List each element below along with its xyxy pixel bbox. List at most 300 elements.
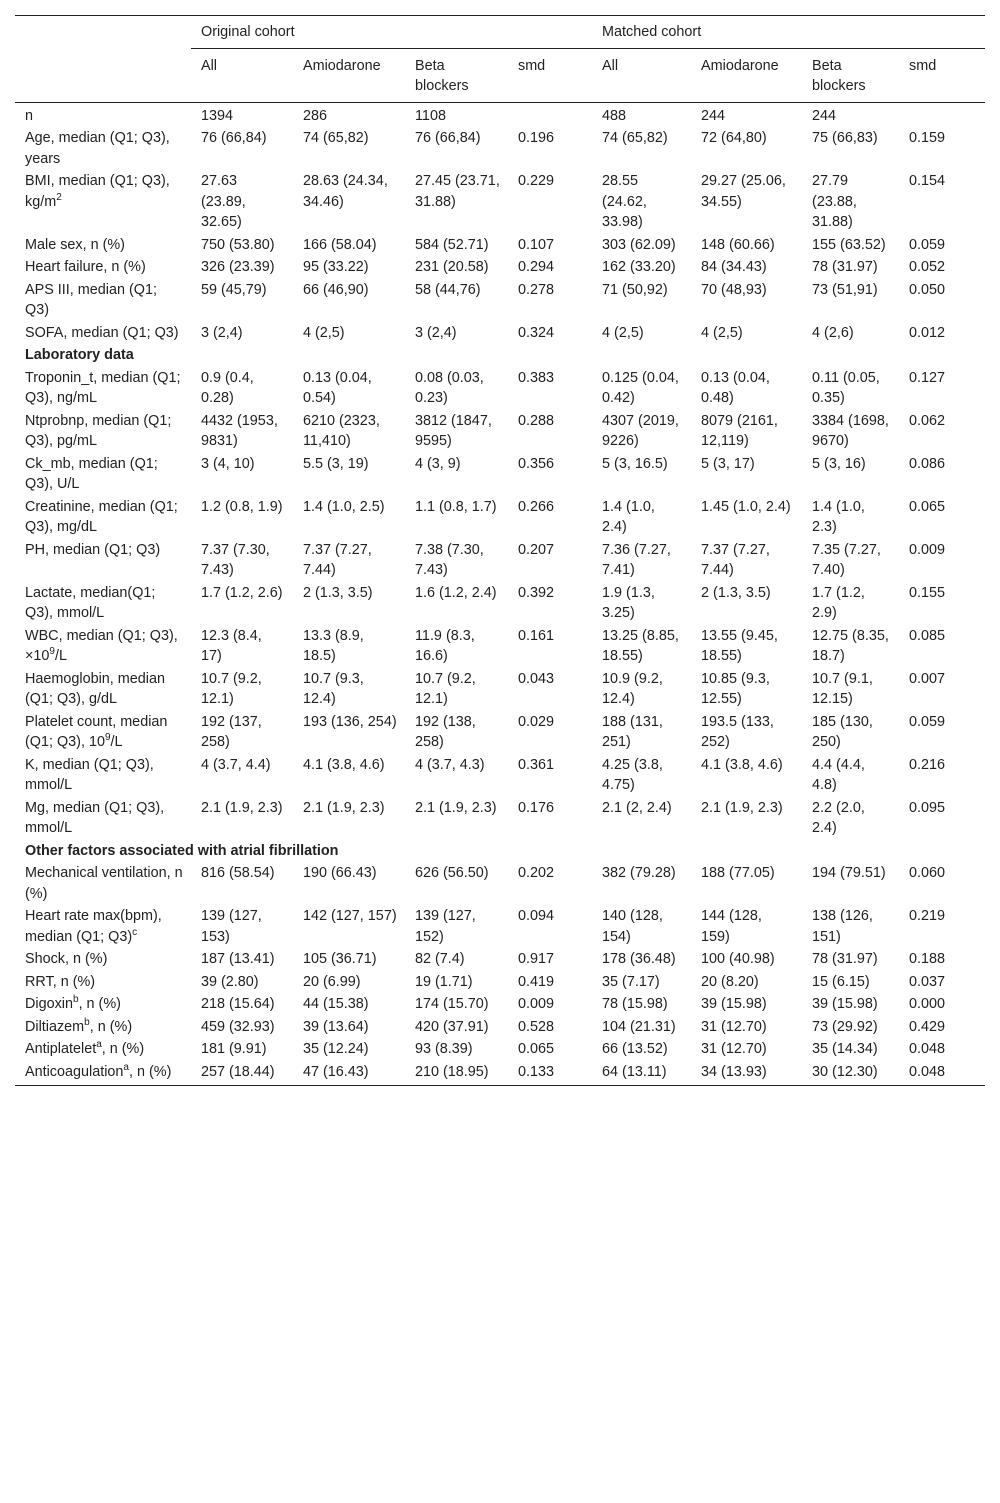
table-cell: 0.528 [518,1018,555,1035]
row-label [15,948,191,971]
table-cell: 0.176 [518,799,555,816]
table-cell: 70 (48,93) [701,281,767,298]
table-cell [899,102,985,127]
row-label-text: Creatinine, median (Q1; Q3), mg/dL [25,498,178,535]
table-cell: 95 (33.22) [303,259,369,275]
table-cell: 162 (33.20) [602,259,676,275]
table-cell: 0.383 [518,369,555,386]
table-cell: 73 (29.92) [812,1018,878,1035]
row-label [15,754,191,797]
table-cell: 5 (3, 17) [701,455,755,472]
table-cell: 140 (128, 154) [602,908,663,945]
table-cell: 1.1 (0.8, 1.7) [415,498,497,515]
table-cell: 1394 [201,107,234,124]
table-cell: 3812 (1847, 9595) [415,412,492,449]
table-cell: 59 (45,79) [201,281,267,298]
table-cell: 382 (79.28) [602,865,676,881]
table-row [15,625,985,668]
table-row [15,496,985,539]
table-cell: 4432 (1953, 9831) [201,412,278,449]
table-row [15,127,985,170]
table-cell: 28.55 (24.62, 33.98) [602,173,647,230]
table-cell: 0.419 [518,973,555,990]
table-cell: 0.361 [518,756,555,773]
table-cell: 10.9 (9.2, 12.4) [602,670,663,707]
table-cell: 231 (20.58) [415,259,489,275]
table-cell: 2 (1.3, 3.5) [701,584,771,601]
row-label-suffix: , n (%) [128,1063,172,1080]
table-row [15,797,985,840]
row-label-text: Digoxin [25,996,73,1012]
row-label [15,410,191,453]
table-cell: 139 (127, 152) [415,908,476,945]
table-cell: 178 (36.48) [602,951,676,967]
table-cell: 0.288 [518,412,555,429]
table-cell: 4 (2,6) [812,324,854,341]
table-cell: 174 (15.70) [415,996,489,1012]
header-original-all: All [191,48,293,102]
table-row [15,279,985,322]
table-container [15,15,985,1086]
table-cell: 39 (13.64) [303,1018,369,1035]
table-cell: 72 (64,80) [701,130,767,146]
table-row [15,453,985,496]
row-label-superscript: c [132,926,138,938]
table-cell: 76 (66,84) [415,130,481,146]
table-cell: 27.79 (23.88, 31.88) [812,173,857,230]
table-cell: 0.13 (0.04, 0.54) [303,369,372,406]
table-row [15,367,985,410]
table-cell: 0.13 (0.04, 0.48) [701,369,770,406]
row-label [15,279,191,322]
table-row [15,905,985,948]
row-label [15,668,191,711]
header-matched-beta-blockers: Beta blockers [802,48,899,102]
table-cell: 82 (7.4) [415,951,465,967]
table-cell: 1.9 (1.3, 3.25) [602,584,655,621]
table-cell: 0.159 [909,130,946,146]
table-cell: 29.27 (25.06, 34.55) [701,173,786,210]
table-cell: 0.229 [518,173,555,189]
table-cell: 35 (7.17) [602,973,660,990]
table-cell: 31 (12.70) [701,1041,767,1057]
table-cell: 193 (136, 254) [303,713,397,730]
table-cell: 0.196 [518,130,555,146]
table-row [15,711,985,754]
row-label [15,1016,191,1039]
table-cell: 1.45 (1.0, 2.4) [701,498,791,515]
table-cell: 1.4 (1.0, 2.4) [602,498,655,535]
row-label-text: Diltiazem [25,1018,85,1035]
table-cell: 10.85 (9.3, 12.55) [701,670,770,707]
table-cell: 0.917 [518,951,555,967]
table-row [15,754,985,797]
table-cell: 0.392 [518,584,555,601]
table-cell: 105 (36.71) [303,951,377,967]
row-label [15,993,191,1016]
table-cell: 7.37 (7.27, 7.44) [303,541,372,578]
table-cell [508,102,592,127]
table-cell: 2.2 (2.0, 2.4) [812,799,865,836]
table-cell: 0.127 [909,369,946,386]
table-row [15,668,985,711]
table-cell: 6210 (2323, 11,410) [303,412,380,449]
table-row [15,862,985,905]
row-label [15,102,191,127]
row-label-text: Mechanical ventilation, n (%) [25,865,183,902]
row-label-superscript: 2 [56,191,62,203]
row-label-suffix: , n (%) [101,1041,145,1057]
table-cell: 2.1 (2, 2.4) [602,799,672,816]
table-cell: 257 (18.44) [191,1061,293,1086]
row-label [15,797,191,840]
table-cell: 210 (18.95) [405,1061,508,1086]
table-cell: 0.107 [518,236,555,253]
table-cell: 218 (15.64) [201,996,275,1012]
table-cell: 4 (2,5) [602,324,644,341]
row-label-text: Male sex, n (%) [25,236,125,253]
table-cell: 1108 [415,107,446,124]
table-cell: 155 (63.52) [812,236,886,253]
row-label-text: Mg, median (Q1; Q3), mmol/L [25,799,165,836]
row-label [15,625,191,668]
table-cell: 0.219 [909,908,946,924]
table-cell: 35 (12.24) [303,1041,369,1057]
table-cell: 0.037 [909,973,946,990]
table-cell: 286 [303,107,328,124]
table-cell: 15 (6.15) [812,973,870,990]
table-cell: 144 (128, 159) [701,908,762,945]
table-cell: 20 (6.99) [303,973,361,990]
table-cell: 0.154 [909,173,946,189]
table-cell: 78 (15.98) [602,996,668,1012]
table-cell: 4 (2,5) [701,324,743,341]
table-row [15,948,985,971]
row-label-text: Age, median (Q1; Q3), years [25,130,170,167]
table-cell: 0.9 (0.4, 0.28) [201,369,254,406]
table-cell: 0.029 [518,713,555,730]
table-cell: 93 (8.39) [415,1041,473,1057]
table-cell: 74 (65,82) [303,130,369,146]
row-label-text: Heart failure, n (%) [25,259,146,275]
table-cell: 584 (52.71) [415,236,489,253]
table-cell: 35 (14.34) [812,1041,878,1057]
table-cell: 192 (138, 258) [415,713,476,750]
table-cell: 74 (65,82) [602,130,668,146]
table-cell: 27.45 (23.71, 31.88) [415,173,500,210]
row-label-superscript: b [84,1016,90,1028]
row-label-text: PH, median (Q1; Q3) [25,541,161,558]
table-cell: 73 (51,91) [812,281,878,298]
table-cell: 19 (1.71) [415,973,473,990]
header-original-cohort: Original cohort [191,16,592,49]
table-cell: 166 (58.04) [303,236,377,253]
cohort-characteristics-table [15,15,985,1086]
table-cell: 626 (56.50) [415,865,489,881]
row-label-text: n [25,107,34,124]
row-label-text: Anticoagulation [25,1063,124,1080]
table-cell: 138 (126, 151) [812,908,873,945]
table-cell: 0.060 [909,865,946,881]
table-row [15,1016,985,1039]
table-cell: 4.1 (3.8, 4.6) [303,756,385,773]
table-cell: 0.155 [909,584,946,601]
table-cell: 100 (40.98) [701,951,775,967]
table-cell: 0.086 [909,455,946,472]
table-cell: 0.052 [909,259,946,275]
row-label [15,322,191,345]
table-cell: 71 (50,92) [602,281,668,298]
table-cell: 188 (131, 251) [602,713,663,750]
table-cell: 148 (60.66) [701,236,775,253]
header-column-row [15,48,985,102]
table-cell: 2.1 (1.9, 2.3) [201,799,283,816]
table-row [15,102,985,127]
table-cell: 12.3 (8.4, 17) [201,627,262,664]
table-cell: 4.4 (4.4, 4.8) [812,756,865,793]
header-blank [15,16,191,49]
table-cell: 4 (3.7, 4.3) [415,756,485,773]
table-cell: 0.278 [518,281,555,298]
row-label-suffix: , n (%) [78,996,121,1012]
table-cell: 4 (3.7, 4.4) [201,756,271,773]
table-cell: 0.059 [909,713,946,730]
table-cell: 194 (79.51) [812,865,886,881]
table-cell: 0.216 [909,756,946,773]
table-cell: 0.125 (0.04, 0.42) [602,369,679,406]
row-label [15,1038,191,1061]
table-cell: 0.048 [909,1041,946,1057]
table-row [15,234,985,257]
row-label [15,367,191,410]
table-row [15,410,985,453]
table-cell: 39 (15.98) [701,996,767,1012]
table-cell: 4.25 (3.8, 4.75) [602,756,663,793]
table-cell: 0.429 [909,1018,946,1035]
table-cell: 0.048 [899,1061,985,1086]
table-cell: 12.75 (8.35, 18.7) [812,627,889,664]
table-cell: 0.294 [518,259,555,275]
table-cell: 0.08 (0.03, 0.23) [415,369,484,406]
table-cell: 4307 (2019, 9226) [602,412,679,449]
table-cell: 4.1 (3.8, 4.6) [701,756,783,773]
row-label-suffix: , n (%) [89,1018,133,1035]
header-original-amiodarone: Amiodarone [293,48,405,102]
section-row [15,840,985,863]
table-cell: 244 [701,107,726,124]
table-cell: 142 (127, 157) [303,908,397,924]
table-cell: 1.2 (0.8, 1.9) [201,498,283,515]
row-label-text: Heart rate max(bpm), median (Q1; Q3) [25,908,162,945]
table-cell: 0.050 [909,281,946,298]
table-cell: 7.36 (7.27, 7.41) [602,541,671,578]
header-original-beta-blockers: Beta blockers [405,48,508,102]
table-cell: 78 (31.97) [812,259,878,275]
table-cell: 20 (8.20) [701,973,759,990]
header-blank [15,48,191,102]
table-cell: 459 (32.93) [201,1018,275,1035]
table-cell: 0.009 [909,541,946,558]
table-cell: 7.38 (7.30, 7.43) [415,541,484,578]
row-label [15,256,191,279]
table-cell: 10.7 (9.2, 12.1) [415,670,476,707]
header-matched-smd: smd [899,48,985,102]
table-row [15,1038,985,1061]
table-cell: 2.1 (1.9, 2.3) [701,799,783,816]
table-row [15,1061,985,1086]
row-label-text: BMI, median (Q1; Q3), kg/m [25,173,170,210]
table-cell: 58 (44,76) [415,281,481,298]
table-cell: 13.55 (9.45, 18.55) [701,627,778,664]
table-cell: 188 (77.05) [701,865,775,881]
table-cell: 44 (15.38) [303,996,369,1012]
table-cell: 3 (2,4) [201,324,243,341]
row-label-text: Haemoglobin, median (Q1; Q3), g/dL [25,670,165,707]
table-row [15,993,985,1016]
table-cell: 303 (62.09) [602,236,676,253]
row-label-superscript: 9 [49,646,55,658]
row-label-superscript: b [73,994,79,1006]
table-cell: 0.266 [518,498,555,515]
table-cell: 0.094 [518,908,555,924]
table-cell: 3 (4, 10) [201,455,255,472]
table-cell: 0.095 [909,799,946,816]
table-cell: 192 (137, 258) [201,713,262,750]
table-cell: 0.009 [518,996,555,1012]
table-cell: 193.5 (133, 252) [701,713,774,750]
table-cell: 0.007 [909,670,946,687]
table-cell: 47 (16.43) [293,1061,405,1086]
row-label-text: APS III, median (Q1; Q3) [25,281,157,318]
table-cell: 66 (46,90) [303,281,369,298]
row-label [15,453,191,496]
table-cell: 816 (58.54) [201,865,275,881]
table-cell: 7.35 (7.27, 7.40) [812,541,881,578]
row-label-text: Antiplatelet [25,1041,97,1057]
row-label-suffix: /L [110,734,123,750]
table-cell: 10.7 (9.2, 12.1) [201,670,262,707]
table-cell: 66 (13.52) [602,1041,668,1057]
table-cell: 3384 (1698, 9670) [812,412,889,449]
table-cell: 0.059 [909,236,946,253]
table-cell: 1.6 (1.2, 2.4) [415,584,497,601]
table-cell: 27.63 (23.89, 32.65) [201,173,246,230]
table-cell: 0.000 [909,996,946,1012]
table-cell: 13.3 (8.9, 18.5) [303,627,364,664]
table-cell: 750 (53.80) [201,236,275,253]
row-label-text: Ck_mb, median (Q1; Q3), U/L [25,455,158,492]
row-label [15,234,191,257]
table-cell: 185 (130, 250) [812,713,873,750]
row-label [15,711,191,754]
table-cell: 13.25 (8.85, 18.55) [602,627,679,664]
table-row [15,539,985,582]
table-cell: 8079 (2161, 12,119) [701,412,778,449]
table-cell: 190 (66.43) [303,865,377,881]
row-label [15,862,191,905]
table-cell: 34 (13.93) [691,1061,802,1086]
row-label-superscript: 9 [104,732,111,744]
table-cell: 31 (12.70) [701,1018,767,1035]
table-cell: 0.161 [518,627,555,644]
table-row [15,170,985,234]
header-original-smd: smd [508,48,592,102]
table-cell: 420 (37.91) [415,1018,489,1035]
table-cell: 5.5 (3, 19) [303,455,369,472]
header-matched-all: All [592,48,691,102]
table-cell: 2.1 (1.9, 2.3) [303,799,385,816]
table-cell: 3 (2,4) [415,324,457,341]
table-cell: 326 (23.39) [201,259,275,275]
table-cell: 64 (13.11) [592,1061,691,1086]
row-label-text: Platelet count, median (Q1; Q3), 10 [25,713,168,750]
table-cell: 7.37 (7.30, 7.43) [201,541,270,578]
table-cell: 104 (21.31) [602,1018,676,1035]
table-cell: 5 (3, 16) [812,455,866,472]
row-label-text: Troponin_t, median (Q1; Q3), ng/mL [25,369,181,406]
table-cell: 4 (3, 9) [415,455,461,472]
table-cell: 0.11 (0.05, 0.35) [812,369,880,406]
table-cell: 11.9 (8.3, 16.6) [415,627,475,664]
table-cell: 0.012 [909,324,946,341]
table-cell: 0.202 [518,865,555,881]
row-label [15,971,191,994]
table-cell: 1.4 (1.0, 2.5) [303,498,385,515]
table-cell: 181 (9.91) [201,1041,267,1057]
row-label-text: Ntprobnp, median (Q1; Q3), pg/mL [25,412,172,449]
table-row [15,256,985,279]
table-cell: 39 (2.80) [201,973,259,990]
row-label [15,170,191,234]
table-row [15,582,985,625]
row-label-text: K, median (Q1; Q3), mmol/L [25,756,154,793]
table-body [15,102,985,1086]
table-cell: 1.7 (1.2, 2.6) [201,584,283,601]
row-label [15,1061,191,1086]
row-label-suffix: /L [54,648,67,664]
table-cell: 0.062 [909,412,946,429]
table-cell: 75 (66,83) [812,130,878,146]
table-cell: 10.7 (9.3, 12.4) [303,670,364,707]
row-label [15,905,191,948]
table-cell: 2 (1.3, 3.5) [303,584,373,601]
section-heading: Other factors associated with atrial fibrillation [25,842,339,859]
table-cell: 30 (12.30) [802,1061,899,1086]
row-label-text: WBC, median (Q1; Q3), ×10 [25,627,178,664]
table-cell: 7.37 (7.27, 7.44) [701,541,770,578]
table-cell: 0.043 [518,670,555,687]
table-cell: 1.7 (1.2, 2.9) [812,584,865,621]
row-label-text: Shock, n (%) [25,951,108,967]
table-cell: 187 (13.41) [201,951,275,967]
table-row [15,971,985,994]
row-label [15,582,191,625]
table-cell: 0.065 [909,498,946,515]
row-label-superscript: a [123,1061,129,1073]
table-cell: 0.085 [909,627,946,644]
table-cell: 10.7 (9.1, 12.15) [812,670,873,707]
table-cell: 0.356 [518,455,555,472]
table-cell: 2.1 (1.9, 2.3) [415,799,497,816]
table-cell: 0.207 [518,541,555,558]
row-label-text: RRT, n (%) [25,973,96,990]
table-cell: 39 (15.98) [812,996,878,1012]
table-cell: 84 (34.43) [701,259,767,275]
header-matched-amiodarone: Amiodarone [691,48,802,102]
table-cell: 139 (127, 153) [201,908,262,945]
header-group-row [15,16,985,49]
table-cell: 5 (3, 16.5) [602,455,668,472]
